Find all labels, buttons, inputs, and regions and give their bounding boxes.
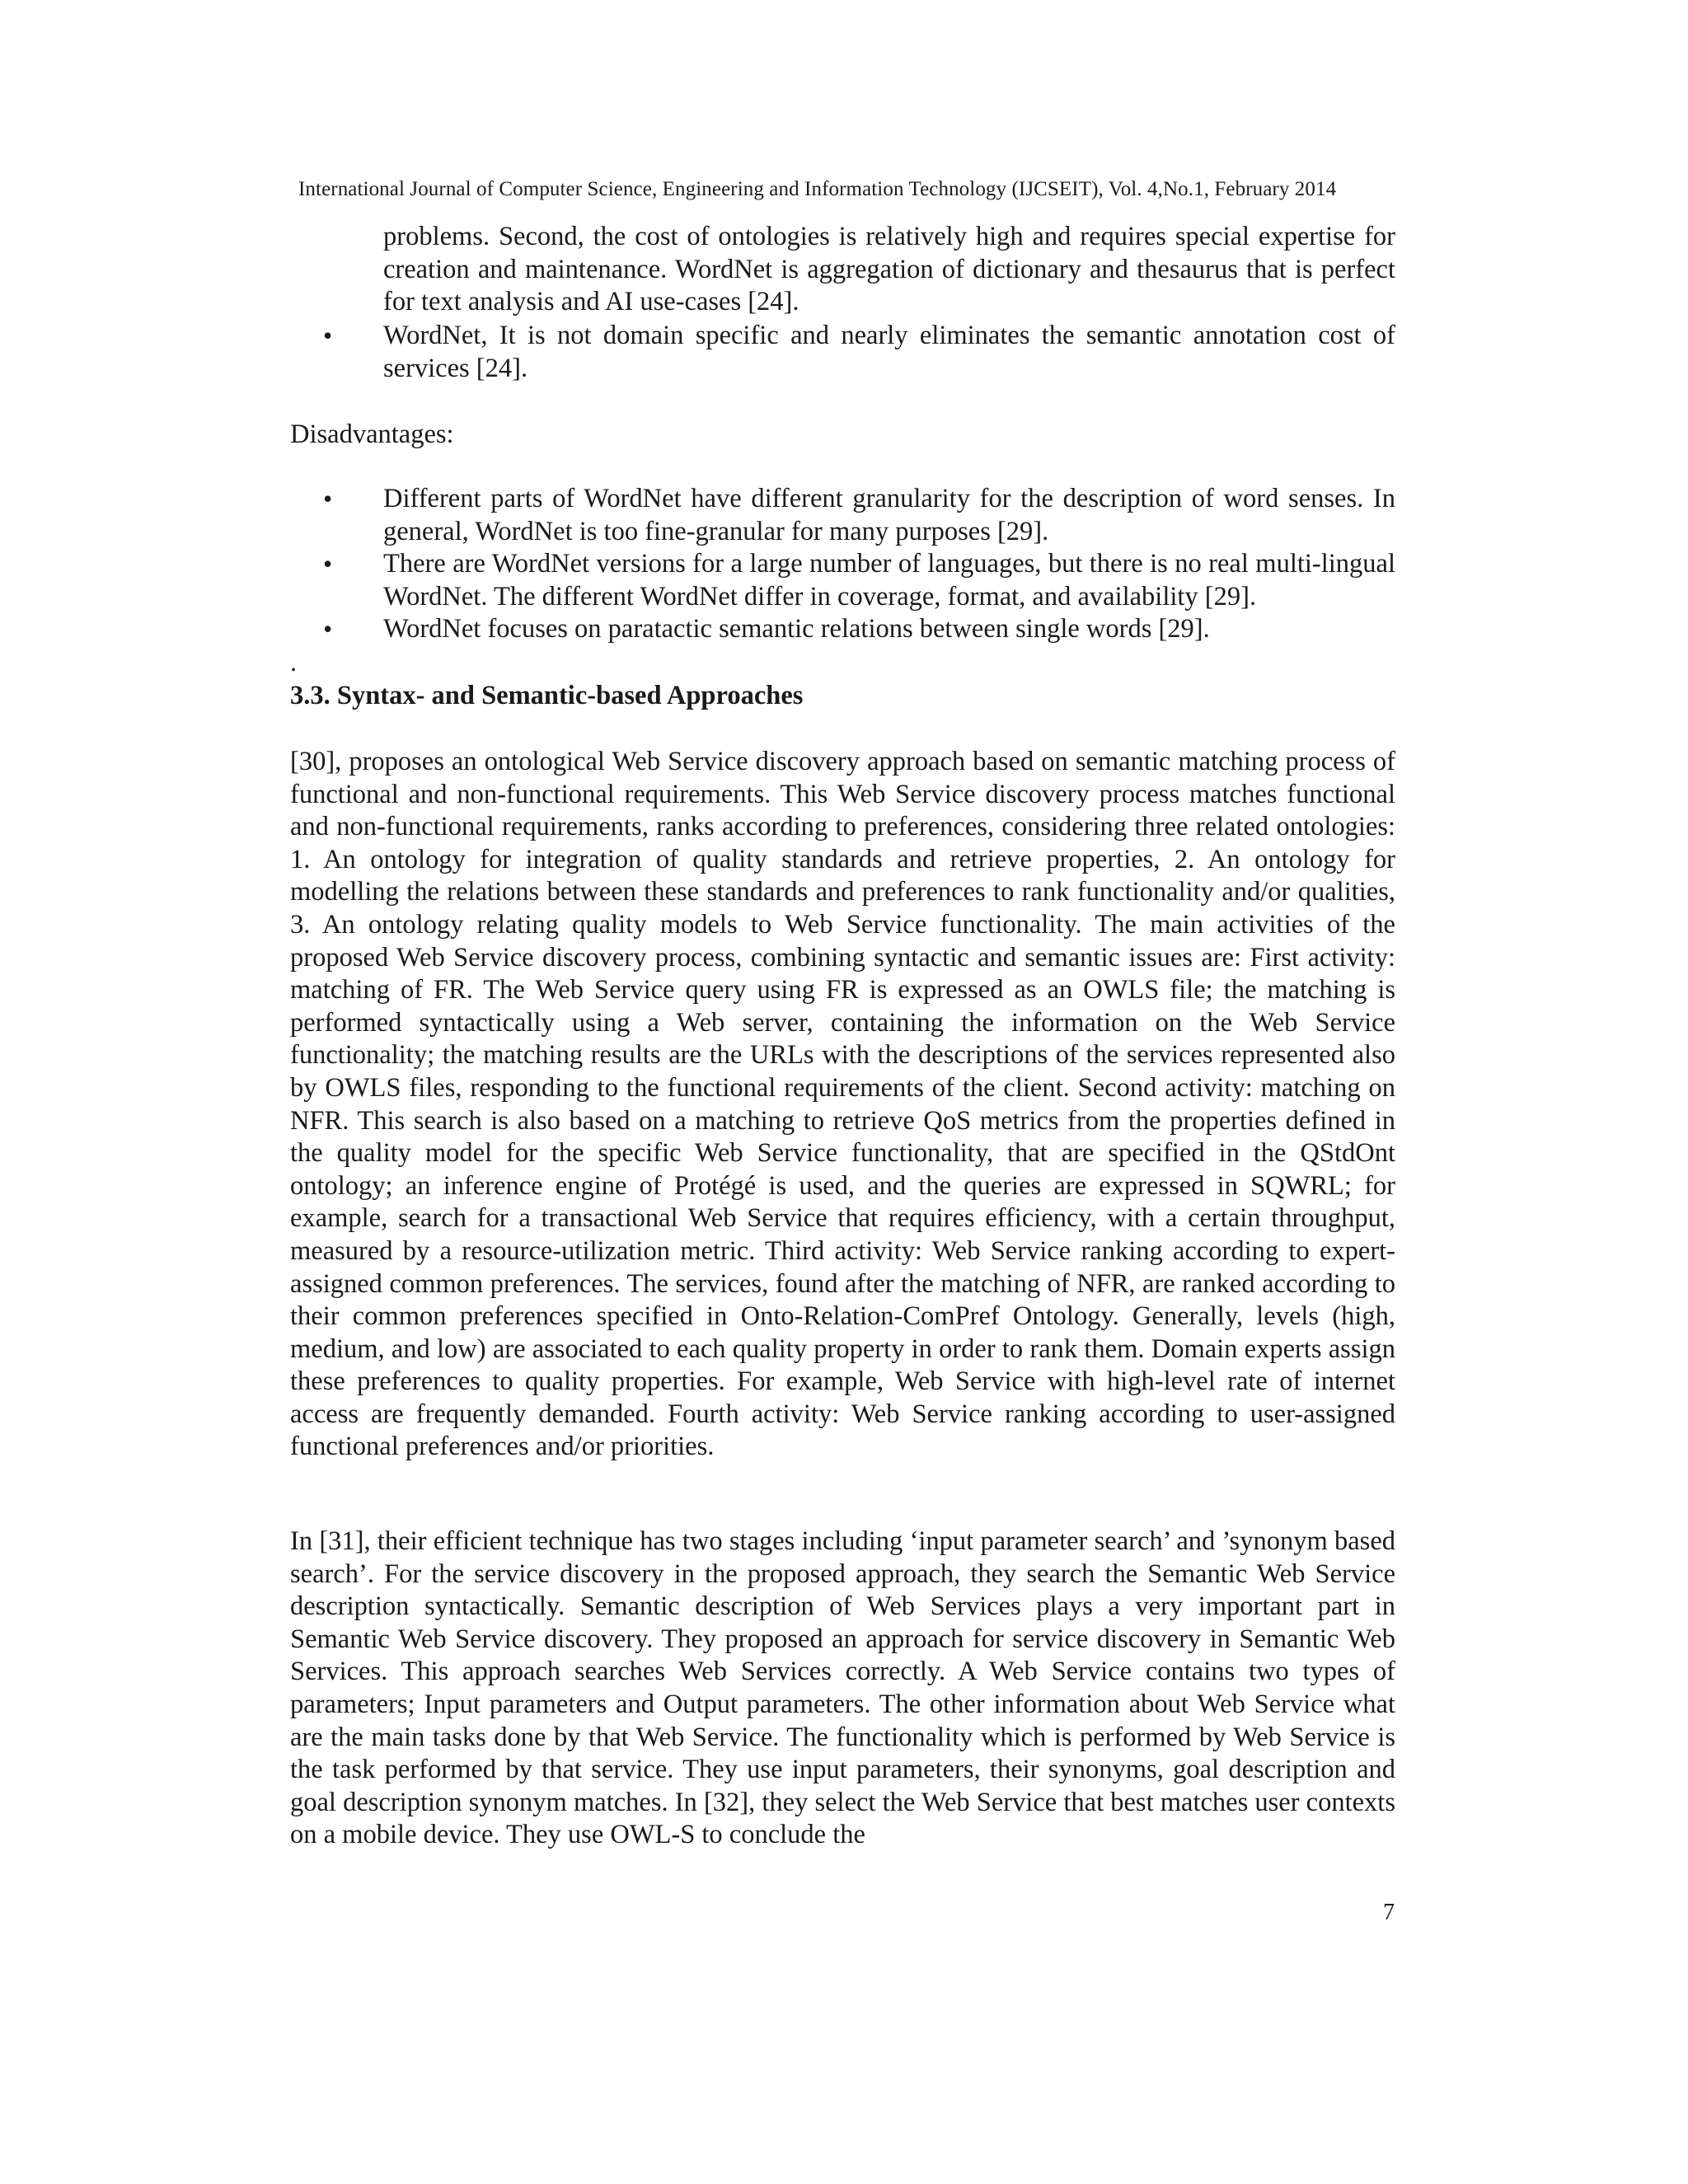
body-paragraph: In [31], their efficient technique has two stages including ‘input parameter search’ and ’synonym based search’. For the service discovery in the proposed approach, they search the Semantic Web Service description syntactically. Semantic description of Web Services plays a very important part in Semantic Web Service discovery. They proposed an approach for service discovery in Semantic Web Services. This approach searches Web Services correctly. A Web Service contains two types of parameters; Input parameters and Output parameters. The other information about Web Service what are the main tasks done by that Web Service. The functionality which is performed by Web Service is the task performed by that service. They use input parameters, their synonyms, goal description and goal description synonym matches. In [32], they select the Web Service that best matches user contexts on a mobile device. They use OWL-S to conclude the [290, 1526, 1395, 1850]
bullet-icon: • [323, 321, 333, 350]
list-item-text: WordNet, It is not domain specific and nearly eliminates the semantic annotation cost of services [24]. [383, 321, 1395, 383]
continuation-paragraph: problems. Second, the cost of ontologies is relatively high and requires special expertise for creation and maintenance. WordNet is aggregation of dictionary and thesaurus that is perfect for text analysis and AI use-cases [24]. [383, 222, 1395, 317]
list-item [290, 548, 1395, 613]
list-item-text: WordNet focuses on paratactic semantic relations between single words [29]. [383, 614, 1210, 644]
stray-period: . [290, 647, 297, 677]
list-item [290, 483, 1395, 548]
body-paragraph: [30], proposes an ontological Web Service discovery approach based on semantic matching process of functional and non-functional requirements. This Web Service discovery process matches functional and non-functional requirements, ranks according to preferences, considering three related ontologies: 1. An ontology for integration of quality standards and retrieve properties, 2. An ontology for modelling the relations between these standards and preferences to rank functionality and/or qualities, 3. An ontology relating quality models to Web Service functionality. The main activities of the proposed Web Service discovery process, combining syntactic and semantic issues are: First activity: matching of FR. The Web Service query using FR is expressed as an OWLS file; the matching is performed syntactically using a Web server, containing the information on the Web Service functionality; the matching results are the URLs with the descriptions of the services represented also by OWLS files, responding to the functional requirements of the client. Second activity: matching on NFR. This search is also based on a matching to retrieve QoS metrics from the properties defined in the quality model for the specific Web Service functionality, that are specified in the QStdOnt ontology; an inference engine of Protégé is used, and the queries are expressed in SQWRL; for example, search for a transactional Web Service that requires efficiency, with a certain throughput, measured by a resource-utilization metric. Third activity: Web Service ranking according to expert-assigned common preferences. The services, found after the matching of NFR, are ranked according to their common preferences specified in Onto-Relation-ComPref Ontology. Generally, levels (high, medium, and low) are associated to each quality property in order to rank them. Domain experts assign these preferences to quality properties. For example, Web Service with high-level rate of internet access are frequently demanded. Fourth activity: Web Service ranking according to user-assigned functional preferences and/or priorities. [290, 747, 1395, 1462]
bullet-icon: • [323, 614, 333, 644]
list-item-text: There are WordNet versions for a large number of languages, but there is no real multi-lingual WordNet. The different WordNet differ in coverage, format, and availability [29]. [383, 549, 1395, 612]
section-heading: 3.3. Syntax- and Semantic-based Approaches [290, 681, 804, 710]
list-item-text: Different parts of WordNet have different granularity for the description of word senses. In general, WordNet is too fine-granular for many purposes [29]. [383, 484, 1395, 546]
bullet-icon: • [323, 549, 333, 579]
disadvantages-list [290, 483, 1395, 646]
list-item [290, 613, 1395, 646]
bullet-icon: • [323, 484, 333, 513]
list-item [290, 320, 1395, 385]
disadvantages-label: Disadvantages: [290, 419, 454, 449]
advantages-list [290, 320, 1395, 385]
page-number: 7 [1383, 1900, 1395, 1925]
running-header: International Journal of Computer Science, Engineering and Information Technology (IJCSEIT), Vol. 4,No.1, February 2014 [298, 178, 1337, 200]
